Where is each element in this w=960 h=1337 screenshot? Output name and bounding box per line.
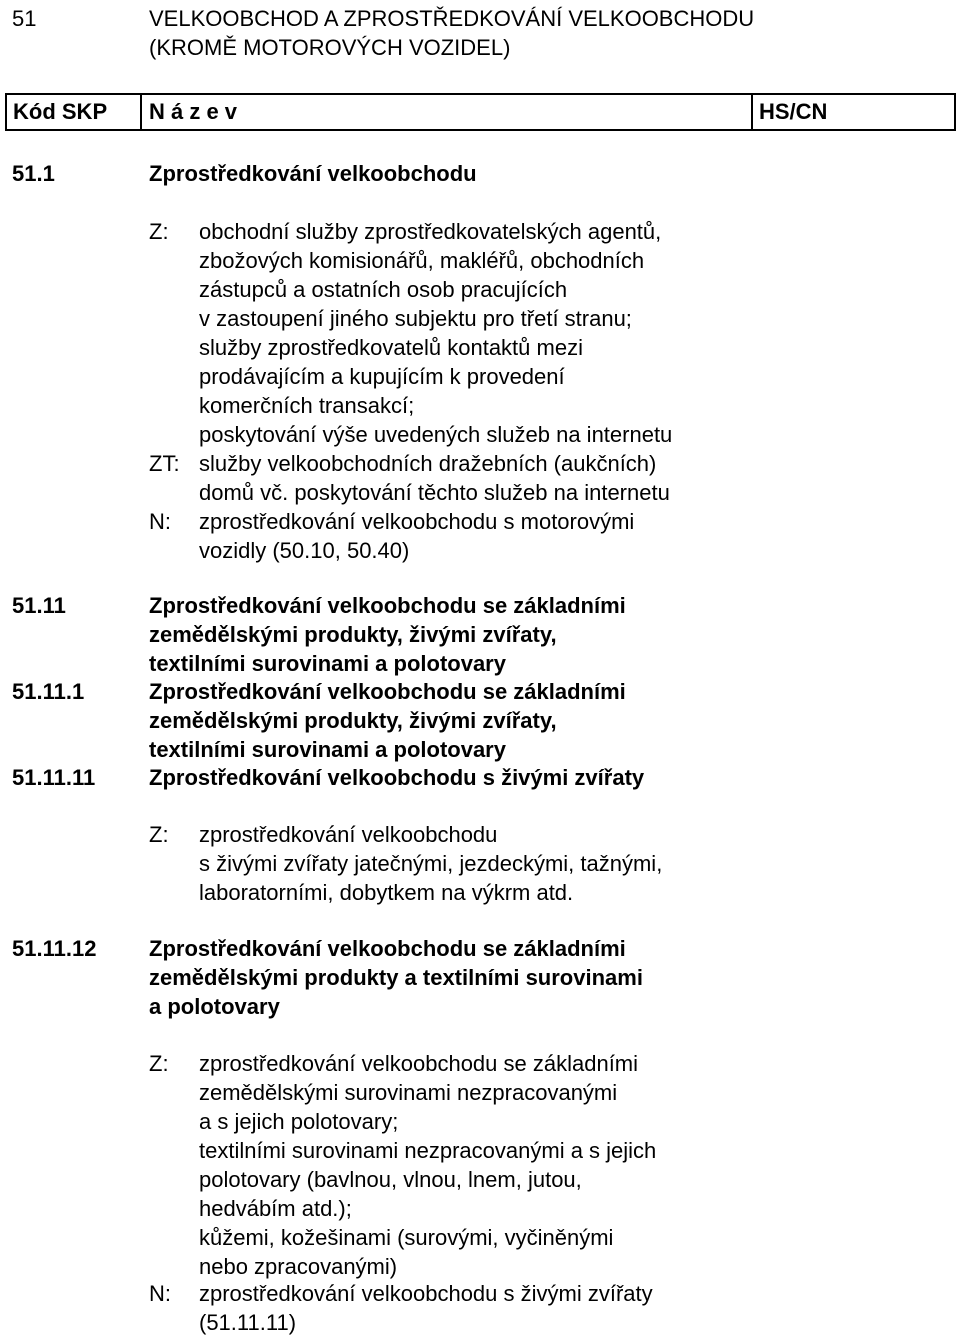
- note-text: [199, 1049, 656, 1281]
- note-line: prodávajícím a kupujícím k provedení: [199, 364, 565, 389]
- entry-title: [149, 677, 626, 764]
- note-line: zbožových komisionářů, makléřů, obchodních: [199, 248, 645, 273]
- note-marker: Z:: [149, 822, 169, 847]
- entry-title-line: Zprostředkování velkoobchodu se základními: [149, 593, 626, 618]
- note-text: [199, 1279, 653, 1337]
- entry-title-line: zemědělskými produkty, živými zvířaty,: [149, 622, 557, 647]
- entry-code: 51.11.11: [12, 765, 96, 790]
- entry-code: 51.11: [12, 593, 66, 618]
- note-line: textilními surovinami nezpracovanými a s jejich: [199, 1138, 657, 1163]
- note-line: polotovary (bavlnou, vlnou, lnem, jutou,: [199, 1167, 582, 1192]
- note-marker: ZT:: [149, 451, 180, 476]
- note-line: kůžemi, kožešinami (surovými, vyčiněnými: [199, 1225, 614, 1250]
- entry-title-line: Zprostředkování velkoobchodu se základními: [149, 679, 626, 704]
- note-line: komerčních transakcí;: [199, 393, 415, 418]
- note-line: laboratorními, dobytkem na výkrm atd.: [199, 880, 574, 905]
- header-hscn: HS/CN: [759, 99, 828, 124]
- note-line: a s jejich polotovary;: [199, 1109, 399, 1134]
- note-line: služby zprostředkovatelů kontaktů mezi: [199, 335, 583, 360]
- note-line: vozidly (50.10, 50.40): [199, 538, 410, 563]
- entry-code: 51.11.1: [12, 679, 85, 704]
- header-divider: [751, 95, 753, 129]
- note-text: [199, 217, 672, 449]
- note-line: zprostředkování velkoobchodu se základními: [199, 1051, 639, 1076]
- entry-title: Zprostředkování velkoobchodu s živými zvířaty: [149, 765, 645, 790]
- note-marker: Z:: [149, 1051, 169, 1076]
- entry-title: [149, 591, 626, 678]
- note-marker: N:: [149, 1281, 171, 1306]
- header-divider: [140, 95, 142, 129]
- note-line: nebo zpracovanými): [199, 1254, 398, 1279]
- chapter-title: [149, 4, 754, 62]
- header-name: N á z e v: [149, 99, 238, 124]
- note-text: [199, 449, 670, 507]
- entry-title-line: zemědělskými produkty, živými zvířaty,: [149, 708, 557, 733]
- entry-title-line: Zprostředkování velkoobchodu se základními: [149, 936, 626, 961]
- note-line: poskytování výše uvedených služeb na internetu: [199, 422, 673, 447]
- note-line: zprostředkování velkoobchodu s živými zvířaty: [199, 1281, 653, 1306]
- note-text: [199, 507, 634, 565]
- entry-title-line: textilními surovinami a polotovary: [149, 651, 506, 676]
- note-marker: N:: [149, 509, 171, 534]
- note-line: zástupců a ostatních osob pracujících: [199, 277, 568, 302]
- entry-title-line: zemědělskými produkty a textilními surovinami: [149, 965, 643, 990]
- chapter-number: 51: [12, 6, 37, 31]
- note-line: služby velkoobchodních dražebních (aukčních): [199, 451, 657, 476]
- table-header: [5, 93, 956, 131]
- note-line: zemědělskými surovinami nezpracovanými: [199, 1080, 618, 1105]
- entry-title: [149, 934, 643, 1021]
- note-line: hedvábím atd.);: [199, 1196, 352, 1221]
- note-line: obchodní služby zprostředkovatelských agentů,: [199, 219, 662, 244]
- entry-title-line: textilními surovinami a polotovary: [149, 737, 506, 762]
- note-text: [199, 820, 662, 907]
- note-line: s živými zvířaty jatečnými, jezdeckými, tažnými,: [199, 851, 663, 876]
- note-line: domů vč. poskytování těchto služeb na internetu: [199, 480, 670, 505]
- note-line: zprostředkování velkoobchodu: [199, 822, 498, 847]
- chapter-title-line: VELKOOBCHOD A ZPROSTŘEDKOVÁNÍ VELKOOBCHODU: [149, 6, 755, 31]
- chapter-title-line: (KROMĚ MOTOROVÝCH VOZIDEL): [149, 35, 511, 60]
- note-line: v zastoupení jiného subjektu pro třetí stranu;: [199, 306, 632, 331]
- note-line: zprostředkování velkoobchodu s motorovými: [199, 509, 635, 534]
- note-line: (51.11.11): [199, 1310, 297, 1335]
- entry-title: Zprostředkování velkoobchodu: [149, 161, 477, 186]
- note-marker: Z:: [149, 219, 169, 244]
- entry-code: 51.11.12: [12, 936, 97, 961]
- entry-title-line: a polotovary: [149, 994, 280, 1019]
- header-code: Kód SKP: [13, 99, 108, 124]
- entry-code: 51.1: [12, 161, 55, 186]
